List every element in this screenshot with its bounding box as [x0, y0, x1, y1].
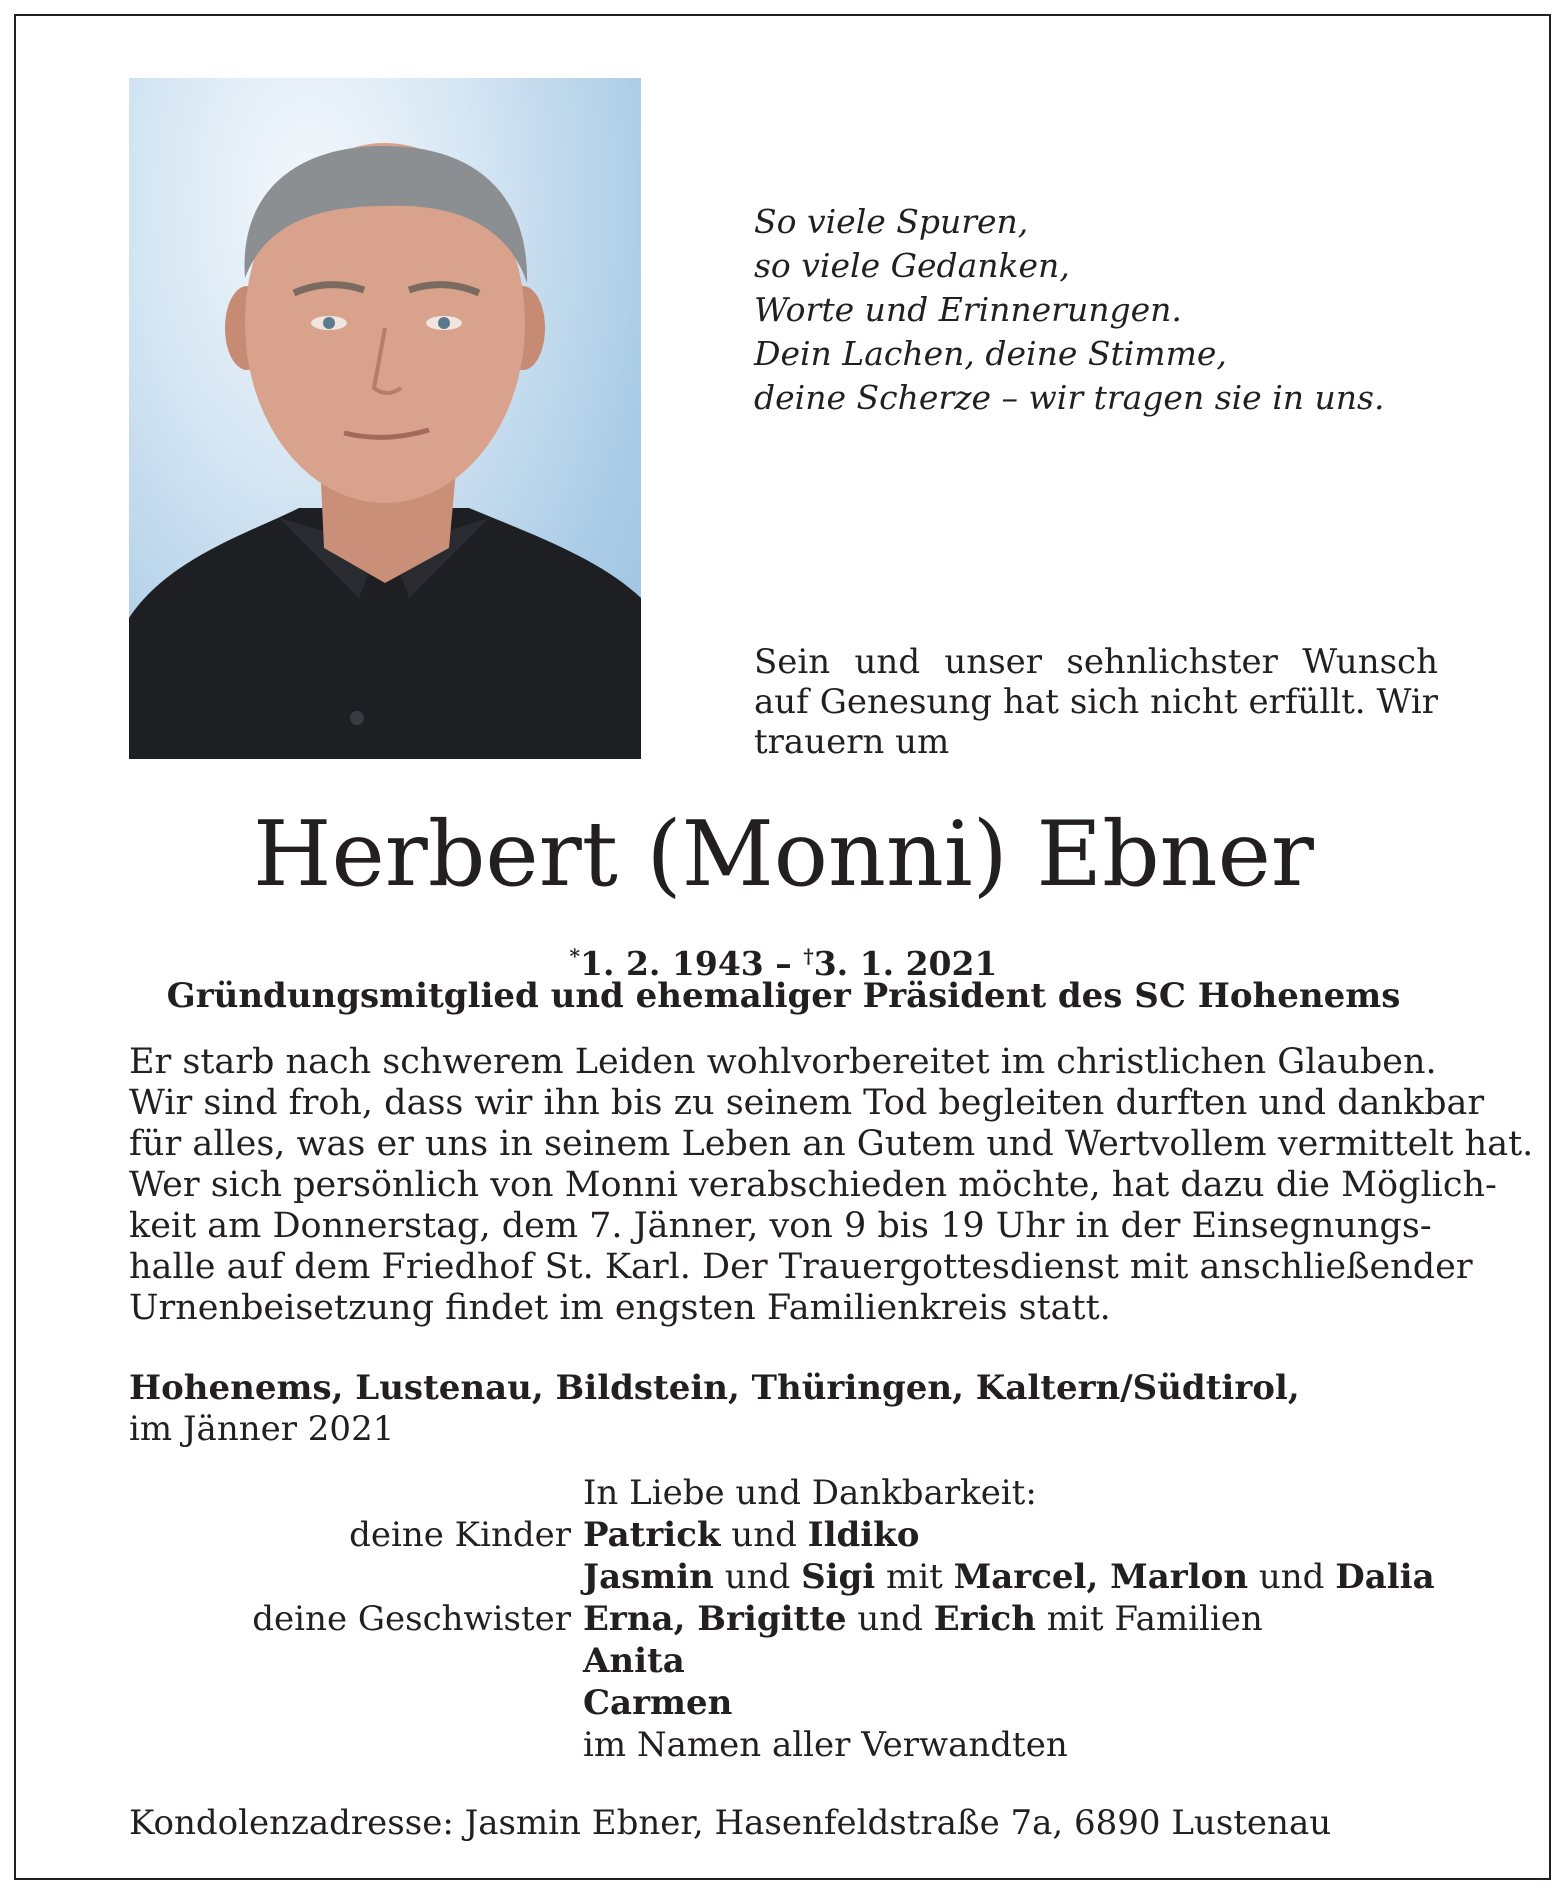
body-line: halle auf dem Friedhof St. Karl. Der Trauergottesdienst mit anschließender: [129, 1247, 1473, 1287]
poem-line: so viele Gedanken,: [754, 246, 1070, 285]
body-line: Wir sind froh, dass wir ihn bis zu seinem Tod begleiten durften und dankbar: [129, 1083, 1485, 1123]
children-line-2: Jasmin und Sigi mit Marcel, Marlon und Dalia: [583, 1557, 1435, 1597]
body-paragraph: [129, 1042, 1533, 1329]
siblings-line-3: Carmen: [583, 1683, 733, 1723]
date-line: im Jänner 2021: [129, 1409, 395, 1449]
portrait-illustration: [129, 78, 641, 759]
birth-symbol: *: [569, 944, 581, 968]
siblings-line-2: Anita: [583, 1641, 685, 1681]
portrait-photo: [129, 78, 641, 759]
relatives-line: im Namen aller Verwandten: [583, 1725, 1068, 1765]
children-line-1: Patrick und Ildiko: [583, 1515, 920, 1555]
children-label: deine Kinder: [349, 1515, 571, 1555]
death-symbol: †: [803, 944, 814, 968]
date-separator: –: [763, 944, 804, 983]
intro-line: trauern um: [754, 722, 950, 762]
poem-line: deine Scherze – wir tragen sie in uns.: [754, 378, 1385, 417]
siblings-label: deine Geschwister: [252, 1599, 571, 1639]
poem-line: So viele Spuren,: [754, 202, 1029, 241]
signature-block: [0, 1472, 1567, 1766]
poem-line: Worte und Erinnerungen.: [754, 290, 1182, 329]
poem: [754, 200, 1384, 420]
body-line: Er starb nach schwerem Leiden wohlvorbereitet im christlichen Glauben.: [129, 1042, 1437, 1082]
intro-line: auf Genesung hat sich nicht erfüllt. Wir: [754, 682, 1438, 722]
signature-heading: In Liebe und Dankbarkeit:: [583, 1473, 1037, 1513]
deceased-name: Herbert (Monni) Ebner: [253, 802, 1314, 907]
intro-line: Sein und unser sehnlichster Wunsch: [754, 642, 1438, 682]
siblings-line-1: Erna, Brigitte und Erich mit Familien: [583, 1599, 1263, 1639]
body-line: Urnenbeisetzung findet im engsten Familienkreis statt.: [129, 1288, 1111, 1328]
role-line: Gründungsmitglied und ehemaliger Präsident des SC Hohenems: [166, 976, 1401, 1016]
intro-text: [754, 642, 1438, 762]
places-line: Hohenems, Lustenau, Bildstein, Thüringen, Kaltern/Südtirol,: [129, 1368, 1300, 1408]
body-line: keit am Donnerstag, dem 7. Jänner, von 9 bis 19 Uhr in der Einsegnungs-: [129, 1206, 1432, 1246]
body-line: für alles, was er uns in seinem Leben an Gutem und Wertvollem vermittelt hat.: [129, 1124, 1534, 1164]
body-line: Wer sich persönlich von Monni verabschieden möchte, hat dazu die Möglich-: [129, 1165, 1497, 1205]
death-date: 3. 1. 2021: [813, 944, 998, 983]
poem-line: Dein Lachen, deine Stimme,: [754, 334, 1227, 373]
condolence-address: Kondolenzadresse: Jasmin Ebner, Hasenfeldstraße 7a, 6890 Lustenau: [129, 1803, 1332, 1843]
birth-date: 1. 2. 1943: [580, 944, 764, 983]
